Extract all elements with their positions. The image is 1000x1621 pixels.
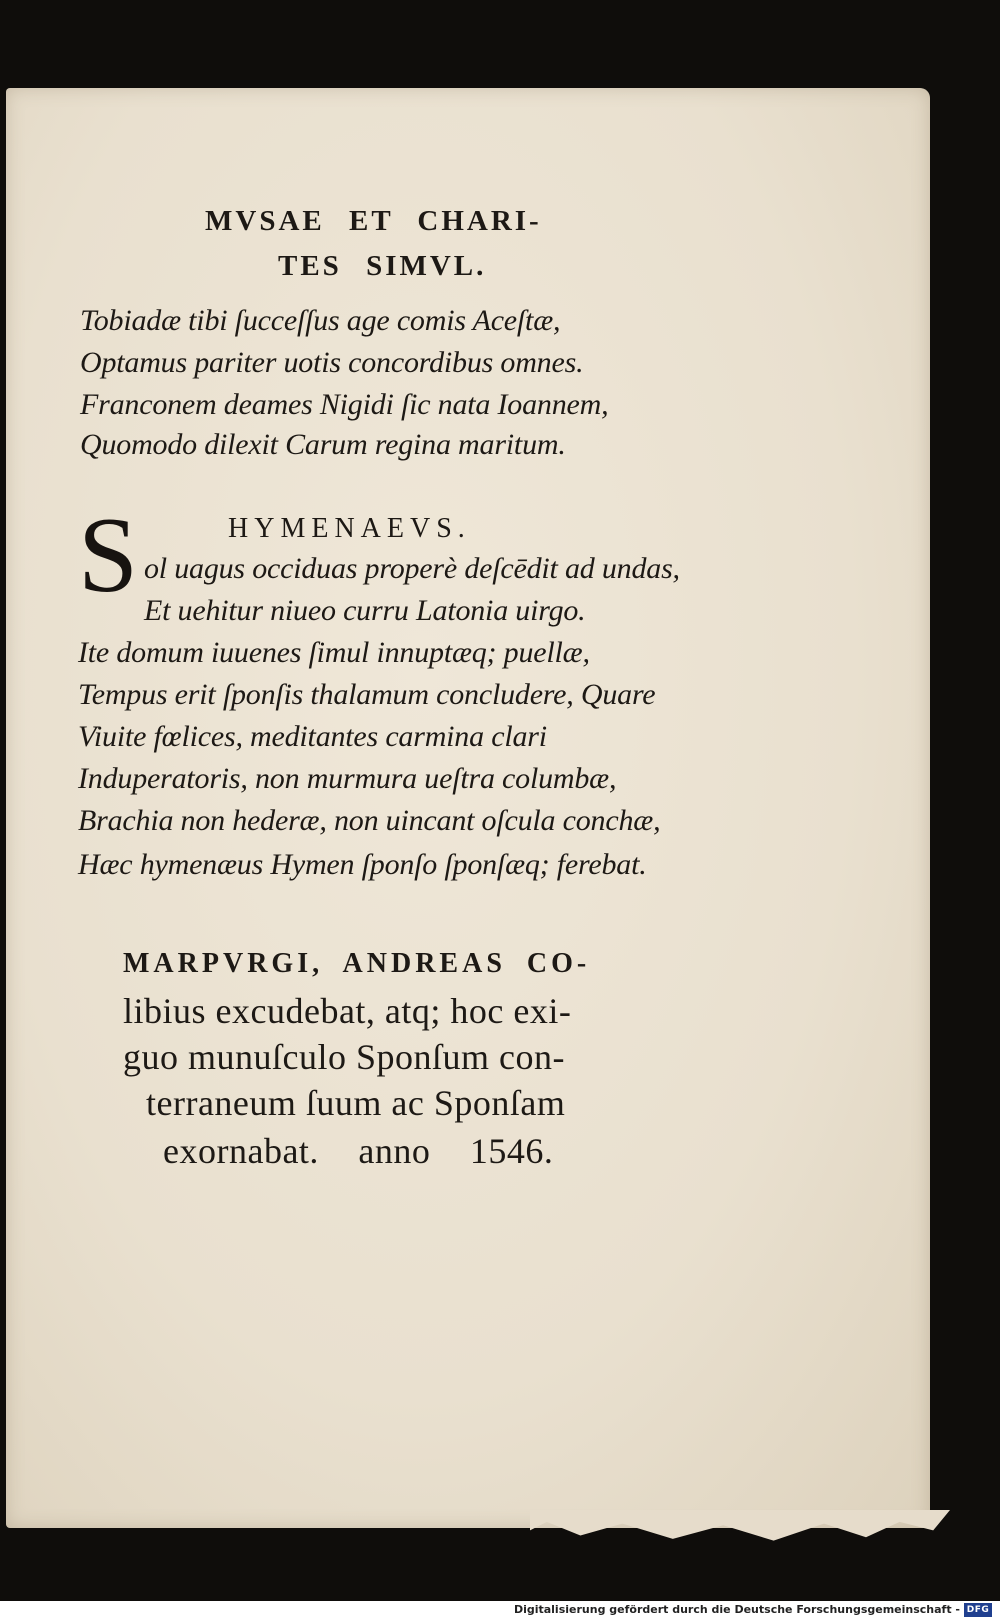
colophon-line-4: terraneum ſuum ac Sponſam [146,1083,566,1123]
torn-page-edge [530,1510,950,1544]
heading-line-2: TES SIMVL. [278,250,487,282]
verse2-line-4: Tempus erit ſponſis thalamum concludere, Quare [78,678,656,711]
drop-cap-initial: S [78,496,139,615]
verse1-line-4: Quomodo dilexit Carum regina maritum. [80,428,566,461]
verse2-line-6: Induperatoris, non murmura ueſtra columbæ, [78,762,617,795]
verse2-line-7: Brachia non hederæ, non uincant oſcula conchæ, [78,804,661,837]
verse2-line-2: Et uehitur niueo curru Latonia uirgo. [144,594,586,627]
verse2-line-1: ol uagus occiduas properè deſcēdit ad undas, [144,552,680,585]
verse2-line-8: Hæc hymenæus Hymen ſponſo ſponſæq; ferebat. [78,848,647,881]
verse1-line-2: Optamus pariter uotis concordibus omnes. [80,346,584,379]
colophon-line-2: libius excudebat, atq; hoc exi- [123,991,572,1031]
verse1-line-3: Franconem deames Nigidi ſic nata Ioannem, [80,388,609,421]
verse2-line-3: Ite domum iuuenes ſimul innuptæq; puellæ, [78,636,590,669]
heading-line-1: MVSAE ET CHARI- [205,205,542,237]
colophon-line-5: exornabat. anno 1546. [163,1131,554,1171]
colophon-line-1: MARPVRGI, ANDREAS CO- [123,948,591,979]
colophon-line-3: guo munuſculo Sponſum con- [123,1037,565,1077]
dfg-logo-icon: DFG [964,1603,992,1617]
verse1-line-1: Tobiadæ tibi ſucceſſus age comis Aceſtæ, [80,304,561,337]
funding-credit: Digitalisierung gefördert durch die Deutsche Forschungsgemeinschaft - [513,1603,960,1616]
verse2-line-5: Viuite fœlices, meditantes carmina clari [78,720,547,753]
hymenaeus-title: HYMENAEVS. [228,513,471,544]
